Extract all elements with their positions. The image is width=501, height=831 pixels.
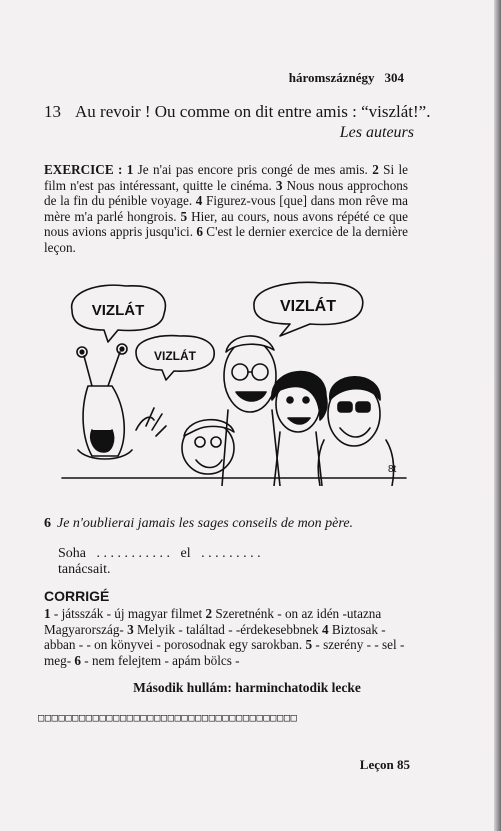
cartoon-illustration — [58, 280, 410, 486]
checkbox-square[interactable]: □ — [236, 712, 243, 724]
checkbox-square[interactable]: □ — [72, 712, 79, 724]
checkbox-square[interactable]: □ — [270, 712, 277, 724]
page-edge — [494, 0, 501, 831]
corrige-num: 5 — [305, 637, 313, 653]
checkbox-square[interactable]: □ — [92, 712, 100, 724]
sentence-6 — [44, 516, 353, 532]
checkbox-square[interactable]: □ — [256, 712, 264, 724]
speech-bubble-middle — [136, 336, 214, 380]
waving-hand — [136, 408, 166, 436]
fill-in-line-1 — [58, 546, 261, 562]
checkbox-square[interactable]: □ — [65, 712, 73, 724]
exercise-num: 3 — [275, 177, 283, 193]
checkbox-square[interactable]: □ — [140, 712, 148, 724]
checkbox-square[interactable]: □ — [208, 712, 216, 724]
fill-blank: . . . . . . . . . . . — [96, 546, 170, 561]
fill-word: Soha — [58, 546, 86, 561]
fill-blank: . . . . . . . . . — [201, 546, 261, 561]
checkbox-square[interactable]: □ — [99, 712, 107, 724]
lesson-footer: Leçon 85 — [359, 757, 410, 772]
checkbox-square[interactable]: □ — [38, 712, 45, 724]
checkbox-square[interactable]: □ — [249, 712, 257, 724]
checkbox-square[interactable]: □ — [58, 712, 66, 724]
corrige-num: 3 — [127, 621, 134, 637]
page-number: 304 — [384, 70, 404, 85]
checkbox-square[interactable]: □ — [154, 712, 161, 724]
exercise-paragraph — [44, 162, 408, 256]
checkbox-square[interactable]: □ — [229, 712, 237, 724]
exercise-sentence: Hier, au cours, nous avons répété ce que nous avions appris jusqu'ici. — [44, 208, 409, 240]
checkbox-square[interactable]: □ — [195, 712, 202, 724]
exercise-num: 2 — [372, 162, 379, 177]
bubble-text: VIZLÁT — [91, 302, 145, 319]
artist-signature: 8t — [388, 464, 397, 475]
checkbox-square[interactable]: □ — [283, 712, 291, 724]
checkbox-square[interactable]: □ — [85, 712, 93, 724]
corrige-num: 6 — [74, 652, 81, 668]
checkbox-square[interactable]: □ — [263, 712, 271, 724]
sentence-number: 6 — [44, 516, 51, 531]
checkbox-square[interactable]: □ — [44, 712, 52, 724]
checkbox-square[interactable]: □ — [113, 712, 120, 724]
checkbox-square[interactable]: □ — [222, 712, 230, 724]
checkbox-square[interactable]: □ — [181, 712, 189, 724]
corrige-answer: Szeretnénk - on az idén -utazna Magyarország- — [44, 606, 382, 637]
corrige-answer: Biztosak - abban - - on könyvei - porosodnak egy sarokban. — [44, 621, 386, 653]
corrige-title: CORRIGÉ — [44, 588, 110, 604]
bubble-text: VIZLÁT — [154, 349, 196, 363]
checkbox-square[interactable]: □ — [215, 712, 223, 724]
exercise-sentence: Je n'ai pas encore pris congé de mes amis. — [137, 162, 368, 177]
speech-bubble-left — [72, 285, 166, 342]
speech-bubble-right — [254, 282, 363, 336]
checkbox-square[interactable]: □ — [242, 712, 250, 724]
attribution: Les auteurs — [339, 124, 414, 141]
checkbox-square[interactable]: □ — [276, 712, 284, 724]
checkbox-square[interactable]: □ — [290, 712, 298, 724]
corrige-answer: - játsszák - új magyar filmet — [53, 606, 203, 621]
item-text: Au revoir ! Ou comme on dit entre amis : “viszlát!”. — [75, 102, 431, 121]
corrige-answer: - szerény - - sel - meg- — [44, 637, 405, 668]
checkbox-square[interactable]: □ — [51, 712, 59, 724]
checkbox-square[interactable]: □ — [133, 712, 141, 724]
lesson-item-13 — [44, 102, 430, 122]
corrige-paragraph — [44, 606, 408, 668]
progress-checkboxes — [38, 712, 297, 724]
corrige-num: 1 — [44, 606, 51, 621]
item-number: 13 — [44, 102, 61, 121]
checkbox-square[interactable]: □ — [201, 712, 209, 724]
checkbox-square[interactable]: □ — [106, 712, 114, 724]
page-header — [289, 70, 404, 86]
sentence-text: Je n'oublierai jamais les sages conseils de mon père. — [57, 516, 354, 531]
exercise-sentence: Nous nous approchons de la fin du pénible voyage. — [44, 177, 409, 209]
checkbox-square[interactable]: □ — [126, 712, 134, 724]
exercise-num: 6 — [196, 224, 203, 240]
checkbox-square[interactable]: □ — [174, 712, 182, 724]
corrige-num: 4 — [321, 621, 329, 637]
checkbox-square[interactable]: □ — [119, 712, 127, 724]
man-glasses-character — [222, 336, 280, 486]
second-wave-note: Második hullám: harminchatodik lecke — [133, 680, 361, 695]
exercise-num: 5 — [180, 208, 188, 224]
corrige-answer: - nem felejtem - apám bölcs - — [84, 652, 240, 668]
checkbox-square[interactable]: □ — [188, 712, 196, 724]
corrige-num: 2 — [205, 606, 213, 621]
corrige-answer: Melyik - találtad - -érdekesebbnek — [137, 621, 319, 637]
alien-character — [77, 344, 132, 459]
exercise-label: EXERCICE : — [44, 162, 123, 177]
fill-in-line-2: tanácsait. — [58, 562, 111, 577]
checkbox-square[interactable]: □ — [160, 712, 168, 724]
checkbox-square[interactable]: □ — [147, 712, 155, 724]
fill-word: el — [180, 546, 191, 561]
exercise-sentence: Figurez-vous [que] dans mon rêve ma mère m'a parlé hongrois. — [44, 193, 409, 224]
header-word: háromszáznégy — [288, 70, 375, 85]
checkbox-square[interactable]: □ — [167, 712, 175, 724]
checkbox-square[interactable]: □ — [78, 712, 86, 724]
man-sunglasses-character — [318, 377, 393, 486]
exercise-sentence: C'est le dernier exercice de la dernière leçon. — [44, 224, 409, 255]
exercise-sentence: Si le film n'est pas intéressant, quitte le cinéma. — [44, 162, 409, 193]
bubble-text: VIZLÁT — [280, 298, 336, 315]
exercise-num: 1 — [126, 162, 134, 177]
exercise-num: 4 — [195, 193, 203, 209]
